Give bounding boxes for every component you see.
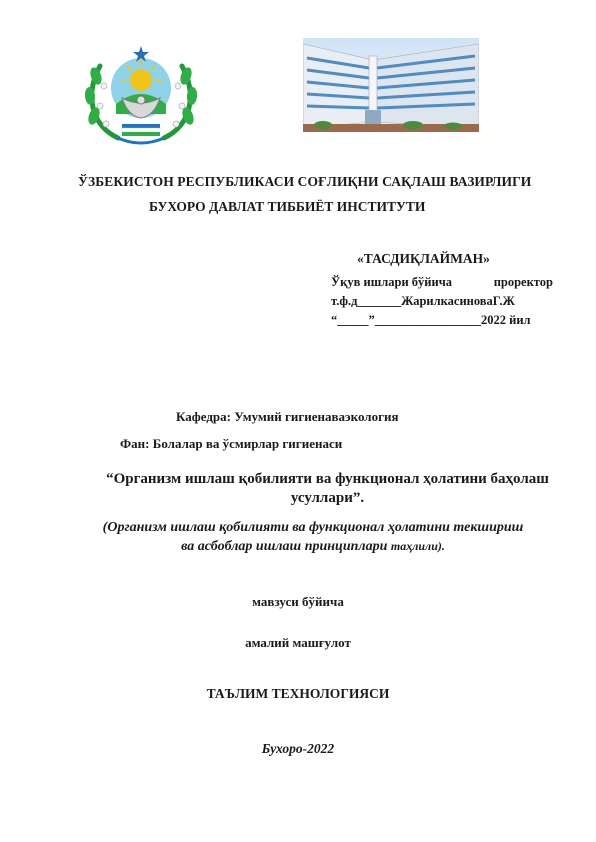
state-emblem-icon xyxy=(78,40,204,150)
by-topic-label: мавзуси бўйича xyxy=(252,594,344,609)
ministry-title: ЎЗБЕКИСТОН РЕСПУБЛИКАСИ СОҒЛИҚНИ САҚЛАШ ВАЗИРЛИГИ xyxy=(78,174,532,189)
institute-title: БУХОРО ДАВЛАТ ТИББИЁТ ИНСТИТУТИ xyxy=(149,199,426,214)
approval-position-right: проректор xyxy=(493,275,553,289)
subject-label: Фан: Болалар ва ўсмирлар гигиенаси xyxy=(120,436,343,451)
institute-building-icon xyxy=(303,38,479,132)
approval-line-signature: т.ф.д_______ЖарилкасиноваГ.Ж xyxy=(331,294,515,308)
department-label: Кафедра: Умумий гигиенаваэкология xyxy=(176,409,399,424)
approval-position-left: Ўқув ишлари бўйича xyxy=(331,275,453,289)
city-year: Бухоро-2022 xyxy=(261,741,335,756)
practical-session-label: амалий машғулот xyxy=(245,635,351,650)
topic-subtitle-end: таҳлили). xyxy=(390,539,445,553)
topic-subtitle xyxy=(96,519,530,556)
topic-title: “Организм ишлаш қобилияти ва функционал ҳолатини баҳолаш усуллари”. xyxy=(106,471,549,506)
approval-title: «ТАСДИҚЛАЙМАН» xyxy=(357,251,490,266)
approval-line-date: “_____”_________________2022 йил xyxy=(331,313,531,327)
education-technology-heading: ТАЪЛИМ ТЕХНОЛОГИЯСИ xyxy=(206,686,390,701)
approval-line-position xyxy=(331,275,553,290)
topic-subtitle-main: (Организм ишлаш қобилияти ва функционал ҳолатини текшириш ва асбоблар ишлаш принциплари xyxy=(102,520,524,554)
